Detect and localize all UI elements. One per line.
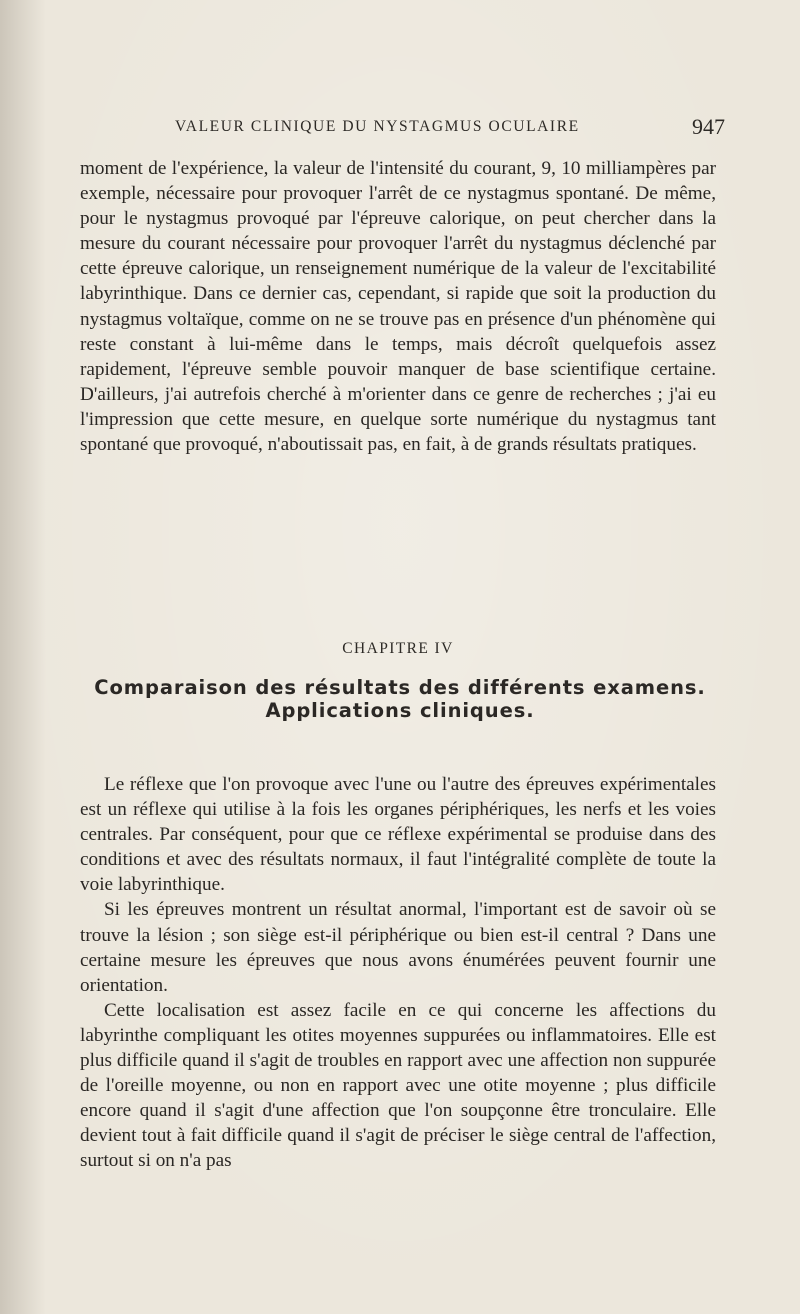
- paragraph: Cette localisation est assez facile en ce qui concerne les affections du labyrinthe compliquant les otites moyennes suppurées ou inflammatoires. Elle est plus difficile quand il s'agit de troubles en rapport avec une affection non suppurée de l'oreille moyenne, ou non en rapport avec une otite moyenne ; plus difficile encore quand il s'agit d'une affection que l'on soupçonne être tronculaire. Elle devient tout à fait difficile quand il s'agit de préciser le siège central de l'affection, surtout si on n'a pas: [80, 999, 716, 1172]
- page-gutter-shadow: [0, 0, 46, 1314]
- chapter-label: CHAPITRE IV: [342, 640, 454, 657]
- paragraph: Si les épreuves montrent un résultat anormal, l'important est de savoir où se trouve la lésion ; son siège est-il périphérique ou bien est-il central ? Dans une certaine mesure les épreuves que nous avons énumérées peuvent fournir une orientation.: [80, 899, 716, 996]
- body-text-bottom: [80, 772, 716, 1174]
- paragraph: moment de l'expérience, la valeur de l'intensité du courant, 9, 10 milliampères par exemple, nécessaire pour provoquer l'arrêt de ce nystagmus spontané. De même, pour le nystagmus provoqué par l'épreuve calorique, on peut chercher dans la mesure du courant nécessaire pour provoquer l'arrêt du nystagmus déclenché par cette épreuve calorique, un renseignement numérique de la valeur de l'excitabilité labyrinthique. Dans ce dernier cas, cependant, si rapide que soit la production du nystagmus voltaïque, comme on ne se trouve pas en présence d'un phénomène qui reste constant à lui-même dans le temps, mais décroît quelquefois assez rapidement, l'épreuve semble pouvoir manquer de base scientifique certaine. D'ailleurs, j'ai autrefois cherché à m'orienter dans ce genre de recherches ; j'ai eu l'impression que cette mesure, en quelque sorte numérique du nystagmus tant spontané que provoqué, n'aboutissait pas, en fait, à de grands résultats pratiques.: [80, 158, 716, 456]
- chapter-title: [80, 677, 720, 722]
- body-text-top: [80, 156, 716, 457]
- page-number: 947: [692, 114, 725, 139]
- chapter-title-line-2: Applications cliniques.: [265, 698, 535, 722]
- paragraph: Le réflexe que l'on provoque avec l'une ou l'autre des épreuves expérimentales est un réflexe qui utilise à la fois les organes périphériques, les nerfs et les voies centrales. Par conséquent, pour que ce réflexe expérimental se produise dans des conditions et avec des résultats normaux, il faut l'intégralité complète de toute la voie labyrinthique.: [80, 774, 716, 896]
- running-head: VALEUR CLINIQUE DU NYSTAGMUS OCULAIRE: [175, 118, 580, 135]
- chapter-title-line-1: Comparaison des résultats des différents examens.: [94, 676, 706, 699]
- page-header: [80, 114, 725, 144]
